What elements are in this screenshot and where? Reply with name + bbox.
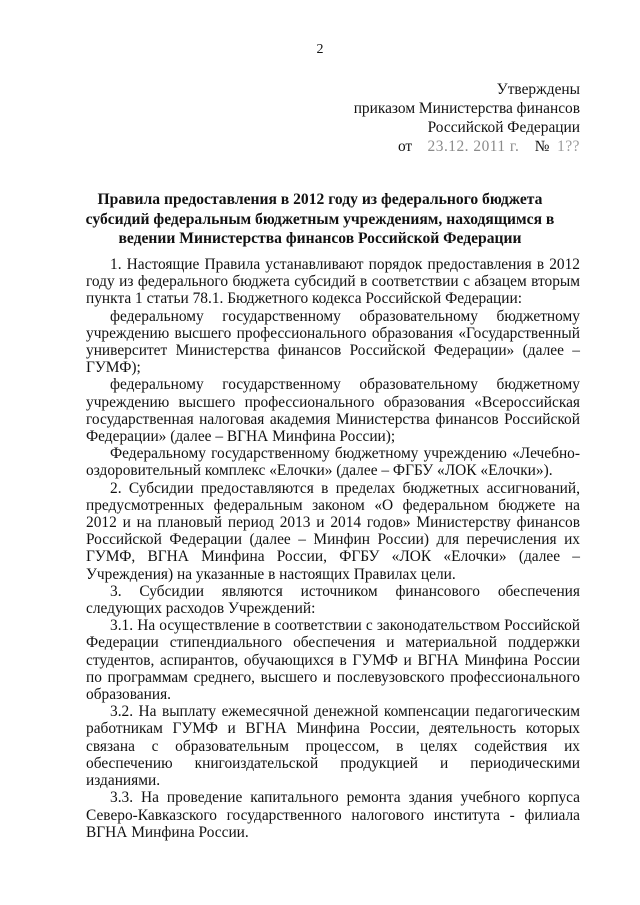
paragraph: федеральному государственному образовательному бюджетному учреждению высшего профессионального образования «Государственный университет Министерства финансов Российской Федерации» (далее – ГУМФ); xyxy=(86,307,580,377)
approval-line-ministry: Российской Федерации xyxy=(427,119,580,136)
date-stamp: 23.12. 2011 г. xyxy=(427,138,520,155)
paragraph: федеральному государственному образовательному бюджетному учреждению высшего профессионального образования «Всероссийская государственная налоговая академия Министерства финансов Российской Федерации» (далее – ВГНА Минфина России); xyxy=(86,376,580,446)
paragraph: 1. Настоящие Правила устанавливают порядок предоставления в 2012 году из федерального бюджета субсидий в соответствии с абзацем вторым пункта 1 статьи 78.1. Бюджетного кодекса Российской Федерации: xyxy=(86,256,580,308)
document-title: Правила предоставления в 2012 году из федерального бюджета субсидий федеральным бюджетным учреждениям, находящимся в ведении Министерства финансов Российской Федерации xyxy=(85,191,555,247)
approval-line-approved: Утверждены xyxy=(496,81,580,98)
paragraph: 2. Субсидии предоставляются в пределах бюджетных ассигнований, предусмотренных федеральным законом «О федеральном бюджете на 2012 и на плановый период 2013 и 2014 годов» Министерству финансов Российской Федерации (далее – Минфин России) для перечисления их ГУМФ, ВГНА Минфина России, ФГБУ «ЛОК «Елочки» (далее – Учреждения) на указанные в настоящих Правилах цели. xyxy=(86,479,580,583)
document-body xyxy=(86,256,580,841)
page-number: 2 xyxy=(316,42,324,57)
number-stamp: 1?? xyxy=(557,138,580,155)
date-prefix: от xyxy=(397,138,413,155)
approval-date-line xyxy=(354,137,580,156)
approval-line-order: приказом Министерства финансов xyxy=(353,100,580,117)
approval-block xyxy=(354,80,580,156)
paragraph: 3. Субсидии являются источником финансового обеспечения следующих расходов Учреждений: xyxy=(86,582,580,618)
paragraph: 3.3. На проведение капитального ремонта здания учебного корпуса Северо-Кавказского государственного налогового института - филиала ВГНА Минфина России. xyxy=(86,789,580,841)
paragraph: 3.1. На осуществление в соответствии с законодательством Российской Федерации стипендиального обеспечения и материальной поддержки студентов, аспирантов, обучающихся в ГУМФ и ВГНА Минфина России по программам среднего, высшего и послевузовского профессионального образования. xyxy=(86,617,580,704)
paragraph: 3.2. На выплату ежемесячной денежной компенсации педагогическим работникам ГУМФ и ВГНА Минфина России, деятельность которых связана с образовательным процессом, в целях содействия их обеспечению книгоиздательской продукцией и периодическими изданиями. xyxy=(86,703,580,790)
number-prefix: № xyxy=(534,138,550,155)
paragraph: Федеральному государственному бюджетному учреждению «Лечебно-оздоровительный комплекс «Елочки» (далее – ФГБУ «ЛОК «Елочки»). xyxy=(86,445,580,480)
